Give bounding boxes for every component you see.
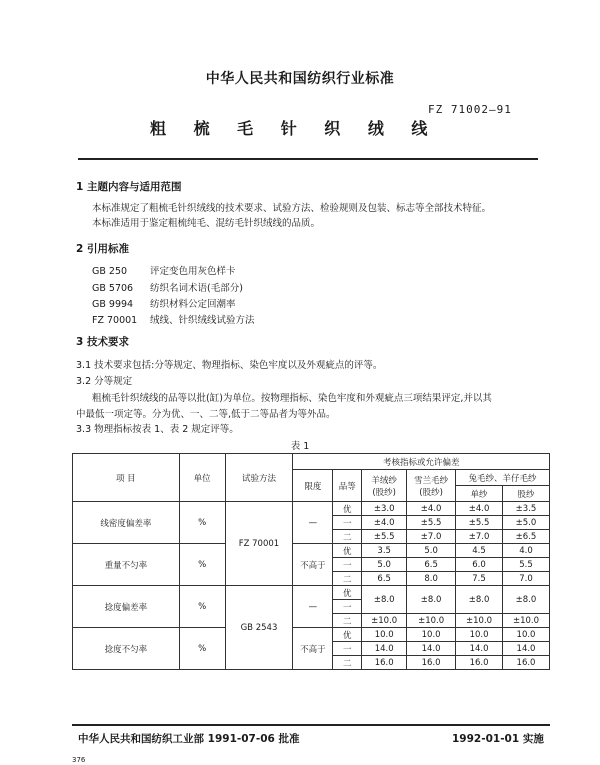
cell-value: 6.0	[456, 558, 503, 572]
header-ply: 股纱	[503, 486, 550, 502]
issuing-authority: 中华人民共和国纺织行业标准	[205, 71, 395, 87]
clause-3-2-para-1: 粗梳毛针织绒线的品等以批(缸)为单位。按物理指标、染色牢度和外观疵点三项结果评定,并以其	[92, 393, 492, 404]
cell-value: ±7.0	[407, 530, 456, 544]
cell-value: ±8.0	[407, 586, 456, 614]
table-header-row	[73, 454, 550, 470]
reference-item	[92, 312, 255, 326]
cell-value: 14.0	[407, 642, 456, 656]
approval-line: 中华人民共和国纺织工业部 1991-07-06 批准	[78, 733, 300, 745]
row-item: 重量不匀率	[73, 544, 180, 586]
cell-value: 14.0	[503, 642, 550, 656]
header-shetland-ply: (股纱)	[419, 487, 443, 498]
header-grade: 品等	[333, 470, 362, 502]
table-row	[73, 628, 550, 642]
cell-value: ±5.0	[503, 516, 550, 530]
header-limit: 限度	[293, 470, 333, 502]
row-grade: 优	[333, 628, 362, 642]
row-unit: %	[179, 544, 225, 586]
header-single: 单纱	[456, 486, 503, 502]
cell-value: 10.0	[407, 628, 456, 642]
reference-text: 纺织材料公定回潮率	[150, 299, 236, 310]
row-item: 线密度偏差率	[73, 502, 180, 544]
header-unit: 单位	[179, 454, 225, 502]
cell-value: ±6.5	[503, 530, 550, 544]
cell-value: ±3.0	[362, 502, 407, 516]
row-grade: 一	[333, 600, 362, 614]
reference-code: FZ 70001	[92, 315, 138, 326]
row-limit: 不高于	[293, 628, 333, 670]
cell-value: 10.0	[503, 628, 550, 642]
table-caption: 表 1	[290, 441, 310, 452]
section-1-para-1: 本标准规定了粗梳毛针织绒线的技术要求、试验方法、检验规则及包装、标志等全部技术特征。	[92, 203, 492, 214]
row-method: FZ 70001	[225, 502, 293, 586]
section-3-heading: 3 技术要求	[76, 336, 129, 348]
table-row	[73, 544, 550, 558]
cell-value: 10.0	[362, 628, 407, 642]
row-unit: %	[179, 586, 225, 628]
header-shetland	[407, 470, 456, 502]
row-limit: —	[293, 502, 333, 544]
header-cashmere-ply: (股纱)	[372, 487, 396, 498]
clause-3-3: 3.3 物理指标按表 1、表 2 规定评等。	[76, 424, 239, 435]
reference-code: GB 9994	[92, 299, 134, 310]
cell-value: ±4.0	[362, 516, 407, 530]
reference-code: GB 5706	[92, 283, 134, 294]
header-cashmere-name: 羊绒纱	[371, 475, 397, 486]
cell-value: 5.0	[407, 544, 456, 558]
cell-value: ±10.0	[456, 614, 503, 628]
cell-value: 7.5	[456, 572, 503, 586]
cell-value: 6.5	[362, 572, 407, 586]
clause-3-1: 3.1 技术要求包括:分等规定、物理指标、染色牢度以及外观疵点的评等。	[76, 360, 383, 371]
page-number: 376	[72, 756, 86, 764]
cell-value: 8.0	[407, 572, 456, 586]
document-title: 粗 梳 毛 针 织 绒 线	[150, 119, 439, 138]
cell-value: ±5.5	[407, 516, 456, 530]
cell-value: 5.0	[362, 558, 407, 572]
header-method: 试验方法	[225, 454, 293, 502]
cell-value: ±5.5	[456, 516, 503, 530]
cell-value: 14.0	[362, 642, 407, 656]
reference-text: 纺织名词术语(毛部分)	[150, 283, 243, 294]
cell-value: ±5.5	[362, 530, 407, 544]
row-limit: 不高于	[293, 544, 333, 586]
row-grade: 一	[333, 642, 362, 656]
reference-text: 绒线、针织绒线试验方法	[150, 315, 255, 326]
row-grade: 二	[333, 656, 362, 670]
reference-item	[92, 280, 243, 294]
reference-code: GB 250	[92, 266, 128, 277]
cell-value: 16.0	[407, 656, 456, 670]
cell-value: ±4.0	[456, 502, 503, 516]
table-row	[73, 502, 550, 516]
section-1-heading: 1 主题内容与适用范围	[76, 181, 182, 193]
cell-value: 16.0	[362, 656, 407, 670]
cell-value: ±10.0	[503, 614, 550, 628]
effective-date: 1992-01-01 实施	[452, 733, 544, 745]
clause-3-2: 3.2 分等规定	[76, 376, 133, 387]
standard-code: FZ 71002—91	[428, 103, 512, 116]
clause-3-2-para-2: 中最低一项定等。分为优、一、二等,低于二等品者为等外品。	[76, 409, 336, 420]
row-grade: 一	[333, 558, 362, 572]
row-grade: 优	[333, 544, 362, 558]
cell-value: 14.0	[456, 642, 503, 656]
row-method: GB 2543	[225, 586, 293, 670]
row-limit: —	[293, 586, 333, 628]
row-grade: 优	[333, 586, 362, 600]
cell-value: 4.0	[503, 544, 550, 558]
row-grade: 二	[333, 530, 362, 544]
table-row	[73, 586, 550, 600]
row-grade: 二	[333, 572, 362, 586]
row-grade: 优	[333, 502, 362, 516]
header-rule	[78, 158, 538, 160]
cell-value: ±10.0	[407, 614, 456, 628]
row-grade: 一	[333, 516, 362, 530]
reference-text: 评定变色用灰色样卡	[150, 266, 236, 277]
physical-index-table	[72, 453, 550, 670]
row-item: 捻度不匀率	[73, 628, 180, 670]
cell-value: ±8.0	[362, 586, 407, 614]
cell-value: ±10.0	[362, 614, 407, 628]
row-item: 捻度偏差率	[73, 586, 180, 628]
header-item: 项 目	[73, 454, 180, 502]
cell-value: 10.0	[456, 628, 503, 642]
cell-value: 6.5	[407, 558, 456, 572]
cell-value: 3.5	[362, 544, 407, 558]
cell-value: 7.0	[503, 572, 550, 586]
reference-item	[92, 296, 236, 310]
cell-value: ±8.0	[503, 586, 550, 614]
header-cashmere	[362, 470, 407, 502]
header-group: 考核指标或允许偏差	[293, 454, 550, 470]
reference-item	[92, 263, 236, 277]
cell-value: ±3.5	[503, 502, 550, 516]
cell-value: 5.5	[503, 558, 550, 572]
row-unit: %	[179, 628, 225, 670]
header-angora: 兔毛纱、羊仔毛纱	[456, 470, 550, 486]
footer-rule	[72, 724, 550, 726]
cell-value: ±8.0	[456, 586, 503, 614]
cell-value: 16.0	[456, 656, 503, 670]
cell-value: ±7.0	[456, 530, 503, 544]
section-2-heading: 2 引用标准	[76, 243, 129, 255]
cell-value: 16.0	[503, 656, 550, 670]
row-unit: %	[179, 502, 225, 544]
cell-value: 4.5	[456, 544, 503, 558]
section-1-para-2: 本标准适用于鉴定粗梳纯毛、混纺毛针织绒线的品质。	[92, 218, 321, 229]
header-shetland-name: 雪兰毛纱	[414, 475, 449, 486]
cell-value: ±4.0	[407, 502, 456, 516]
row-grade: 二	[333, 614, 362, 628]
